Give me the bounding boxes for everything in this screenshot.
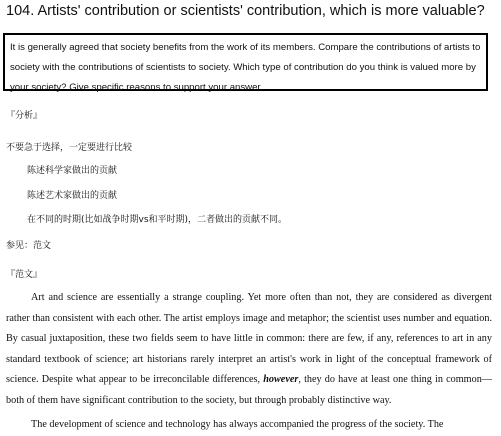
sample-heading: 『范文』: [6, 270, 43, 280]
analysis-point-2: 陈述艺术家做出的贡献: [27, 191, 118, 201]
question-title: 104. Artists' contribution or scientists' contribution, which is more valuable?: [6, 3, 485, 19]
essay-p1-emphasis: however: [263, 374, 299, 385]
prompt-box: [3, 33, 488, 91]
essay-paragraph-1: [6, 288, 492, 411]
essay-p1-text-a: Art and science are essentially a strange coupling. Yet more often than not, they are considered as divergent rather than consistent with each other. The artist employs image and metaphor; the scientist uses number and equation. By casual juxtaposition, these two fields seem to have little in common: there are few, if any, references to art in any standard textbook of science; art historians rarely interpret an artist's work in light of the conceptual framework of science. Despite what appear to be irreconcilable differences,: [6, 292, 492, 385]
analysis-point-1: 陈述科学家做出的贡献: [27, 166, 118, 176]
analysis-point-3: 在不同的时期(比如战争时期vs和平时期)，二者做出的贡献不同。: [27, 215, 288, 225]
prompt-text: It is generally agreed that society benefits from the work of its members. Compare the contributions of artists to society with the contributions of scientists to society. Which type of contribution do you think is valued more by your society? Give specific reasons to support your answer.: [10, 42, 481, 93]
essay-paragraph-2: The development of science and technology has always accompanied the progress of the society. The: [31, 419, 444, 430]
analysis-intro: 不要急于选择，一定要进行比较: [6, 143, 133, 153]
essay-p1-text-b: , they do have at least one thing in common—both of them have significant contribution to the society, but through probably distinctive way.: [6, 374, 492, 406]
sample-essay: [6, 288, 492, 436]
analysis-reference: 参见：范文: [6, 241, 52, 251]
analysis-heading: 『分析』: [6, 111, 43, 121]
